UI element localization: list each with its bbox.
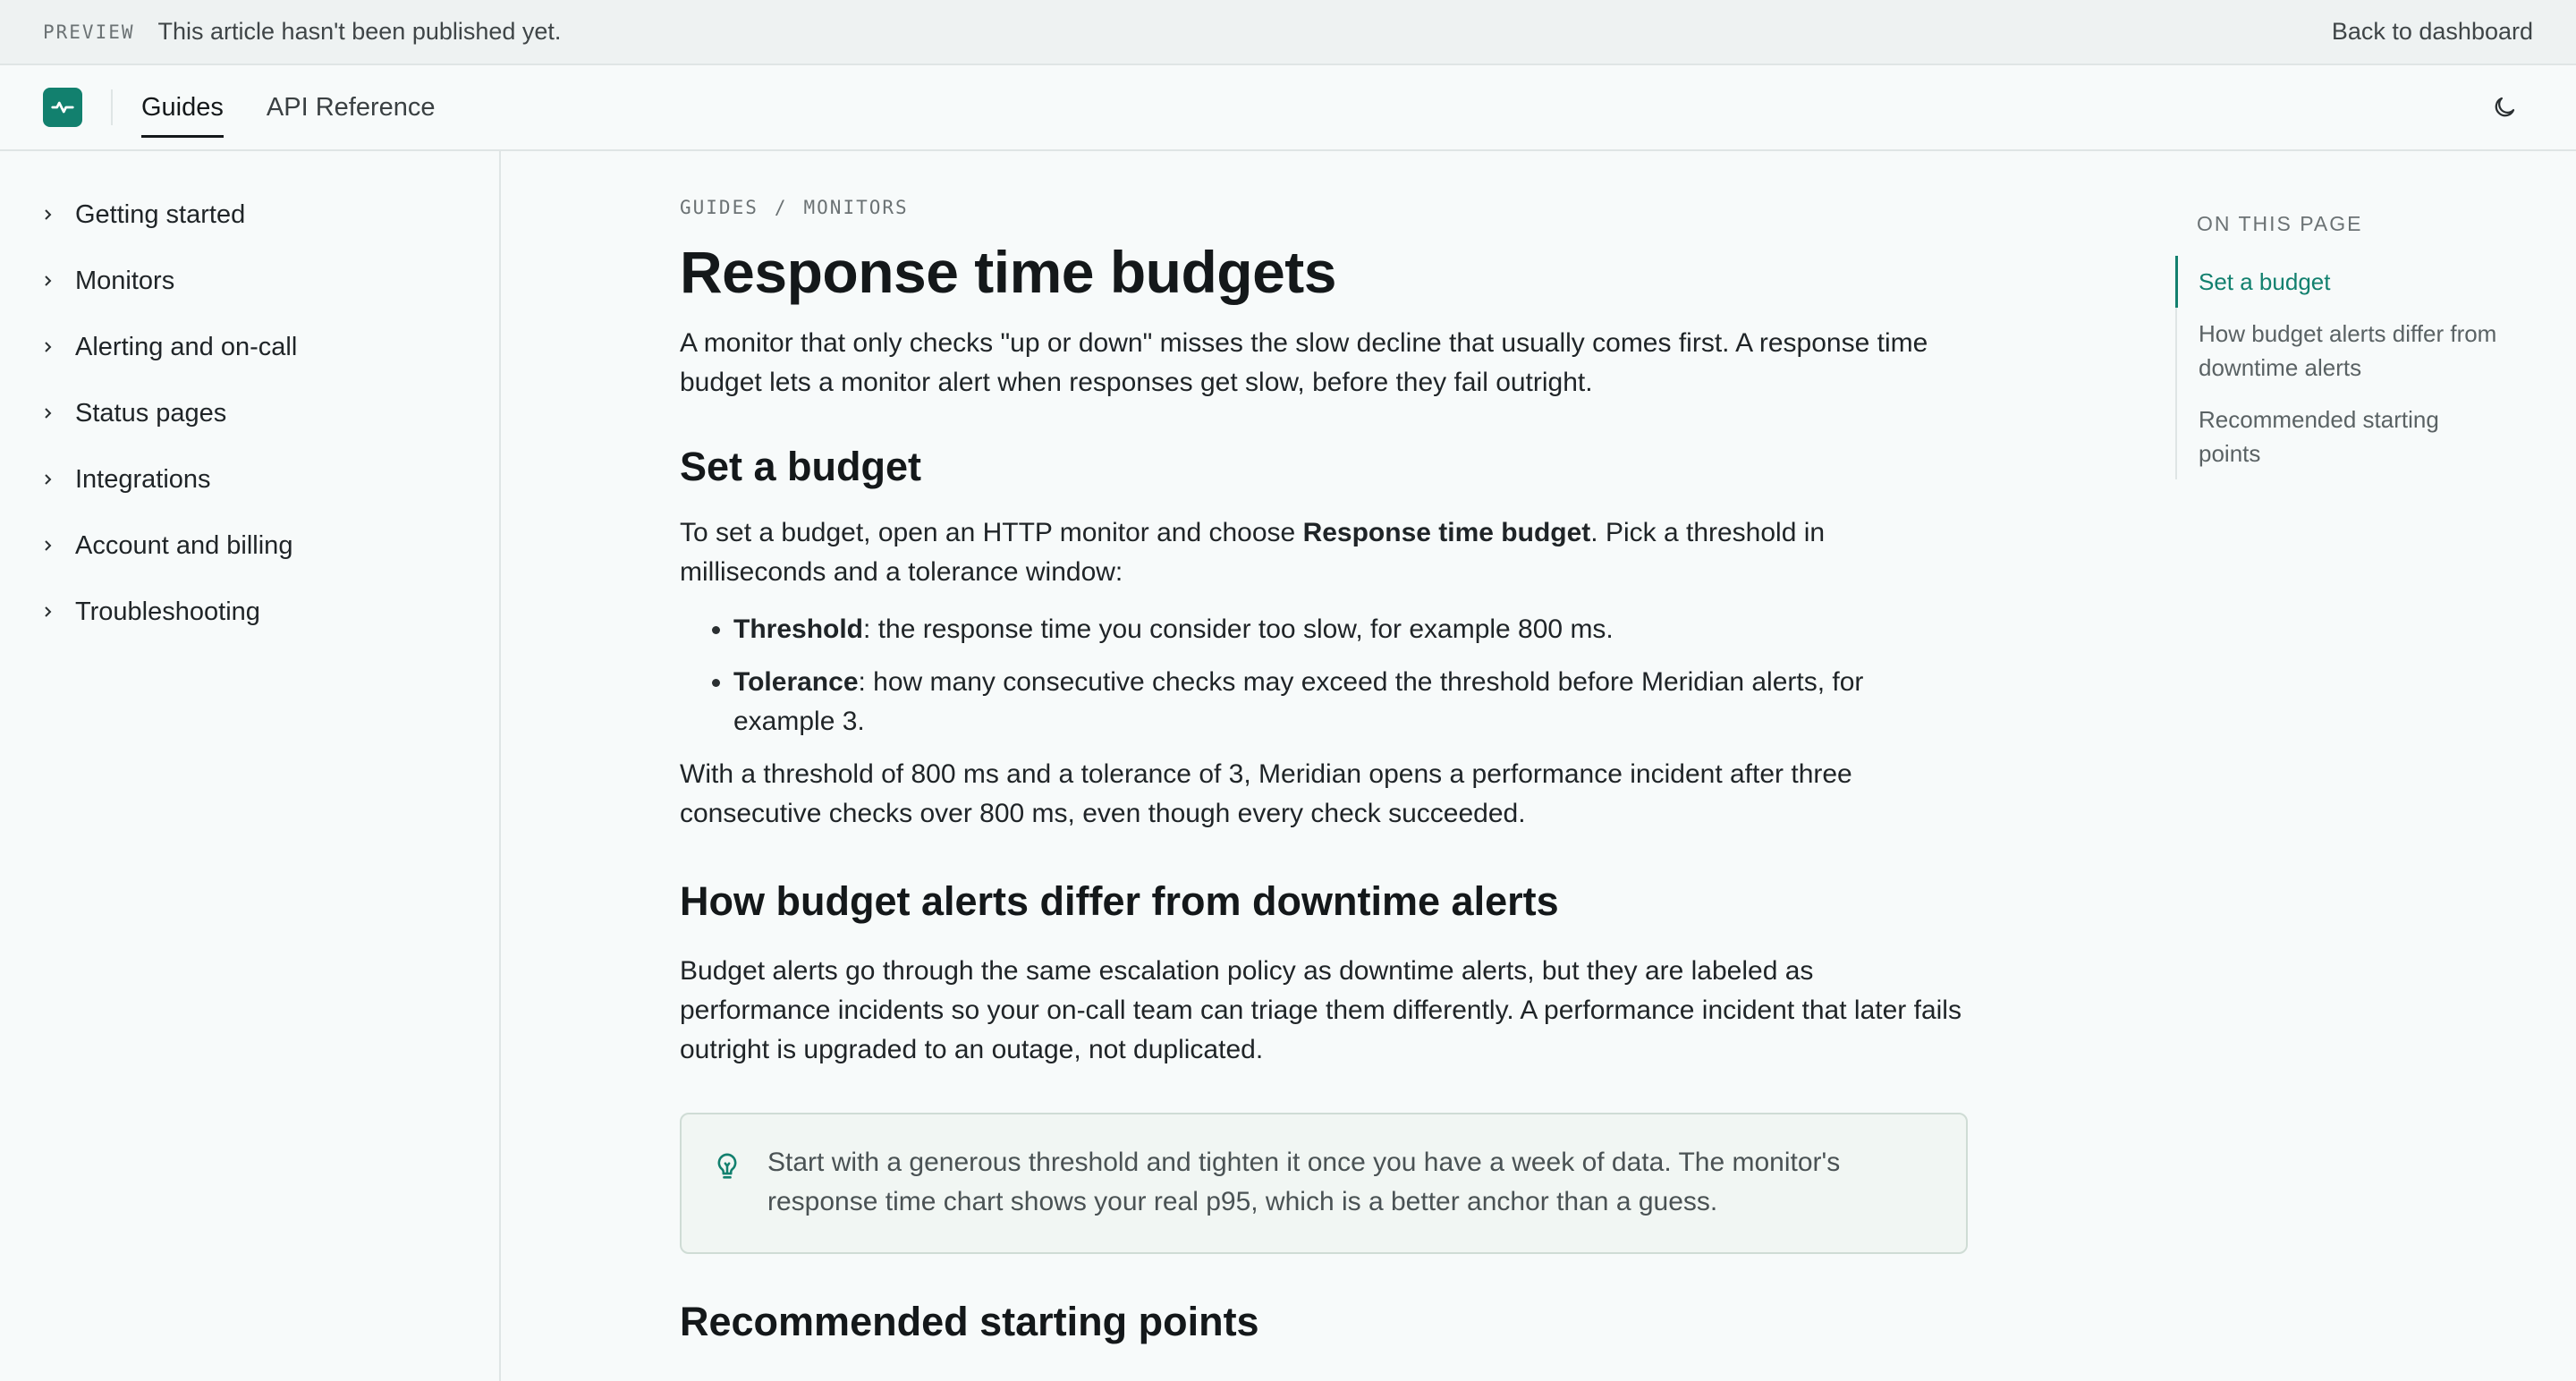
list-item: • Threshold: the response time you consider too slow, for example 800 ms.	[733, 610, 1968, 649]
example-paragraph: With a threshold of 800 ms and a tolerance of 3, Meridian opens a performance incident after three consecutive checks over 800 ms, even though every check succeeded.	[680, 759, 1852, 828]
toc-title: ON THIS PAGE	[2197, 212, 2363, 235]
sidebar-item-account-billing[interactable]	[0, 513, 499, 579]
back-to-dashboard-link[interactable]: Back to dashboard	[2331, 18, 2533, 45]
toc-item-set-a-budget[interactable]: Set a budget	[2175, 256, 2497, 308]
chevron-right-icon	[43, 274, 59, 288]
sidebar-item-integrations[interactable]	[0, 446, 499, 513]
sidebar-item-label: Integrations	[75, 464, 211, 494]
bold-response-time-budget: Response time budget	[1302, 518, 1591, 547]
chevron-right-icon	[43, 406, 59, 420]
page-title: Response time budgets	[680, 239, 1336, 305]
breadcrumb-guides[interactable]: GUIDES	[680, 197, 758, 218]
breadcrumb	[680, 197, 1968, 218]
intro-paragraph: A monitor that only checks "up or down" misses the slow decline that usually comes first. A response time budget lets a monitor alert when responses get slow, before they fail outright.	[680, 328, 1928, 397]
breadcrumb-separator: /	[774, 197, 788, 218]
chevron-right-icon	[43, 605, 59, 619]
tip-callout	[680, 1113, 1968, 1254]
preview-banner	[0, 0, 2576, 65]
preview-message: This article hasn't been published yet.	[157, 18, 562, 45]
budget-paragraph: To set a budget, open an HTTP monitor and choose Response time budget. Pick a threshold in milliseconds and a tolerance window:	[680, 518, 1826, 587]
toc-list	[2175, 256, 2497, 479]
sidebar-item-label: Status pages	[75, 398, 227, 428]
sidebar-item-label: Getting started	[75, 199, 246, 229]
sidebar-item-label: Account and billing	[75, 530, 293, 560]
tab-api-reference[interactable]: API Reference	[266, 92, 436, 122]
sidebar-item-alerting[interactable]	[0, 314, 499, 380]
difference-paragraph: Budget alerts go through the same escalation policy as downtime alerts, but they are labeled as performance incidents so your on-call team can triage them differently. A performance incident that later fails outright is upgraded to an outage, not duplicated.	[680, 956, 1962, 1064]
chevron-right-icon	[43, 208, 59, 222]
sidebar-item-monitors[interactable]	[0, 248, 499, 314]
sidebar-item-label: Alerting and on-call	[75, 332, 298, 361]
list-item: • Tolerance: how many consecutive checks may exceed the threshold before Meridian alerts, for example 3.	[733, 663, 1968, 741]
sidebar-item-status-pages[interactable]	[0, 380, 499, 446]
lightbulb-icon	[712, 1150, 742, 1189]
chevron-right-icon	[43, 538, 59, 553]
chevron-right-icon	[43, 472, 59, 487]
top-navigation	[0, 65, 2576, 151]
heading-recommended-starting-points: Recommended starting points	[680, 1299, 1259, 1344]
on-this-page	[2175, 151, 2497, 479]
heading-set-a-budget: Set a budget	[680, 444, 922, 489]
nav-divider	[111, 89, 113, 125]
sidebar-item-label: Troubleshooting	[75, 597, 260, 626]
moon-icon[interactable]	[2487, 89, 2522, 125]
sidebar	[0, 151, 501, 1381]
heading-budget-vs-downtime: How budget alerts differ from downtime alerts	[680, 878, 1559, 924]
sidebar-item-troubleshooting[interactable]	[0, 579, 499, 645]
sidebar-item-getting-started[interactable]	[0, 182, 499, 248]
chevron-right-icon	[43, 340, 59, 354]
sidebar-item-label: Monitors	[75, 266, 175, 295]
tab-guides[interactable]: Guides	[141, 64, 224, 150]
budget-bullet-list	[680, 610, 1968, 741]
breadcrumb-monitors[interactable]: MONITORS	[803, 197, 909, 218]
tip-text: Start with a generous threshold and tighten it once you have a week of data. The monitor's response time chart shows your real p95, which is a better anchor than a guess.	[767, 1148, 1841, 1216]
article	[680, 151, 1968, 1345]
preview-tag: PREVIEW	[43, 21, 135, 43]
toc-item-recommended-starting-points[interactable]: Recommended starting points	[2199, 406, 2439, 467]
toc-item-budget-vs-downtime[interactable]: How budget alerts differ from downtime alerts	[2199, 320, 2497, 381]
activity-pulse-icon[interactable]	[43, 88, 82, 127]
